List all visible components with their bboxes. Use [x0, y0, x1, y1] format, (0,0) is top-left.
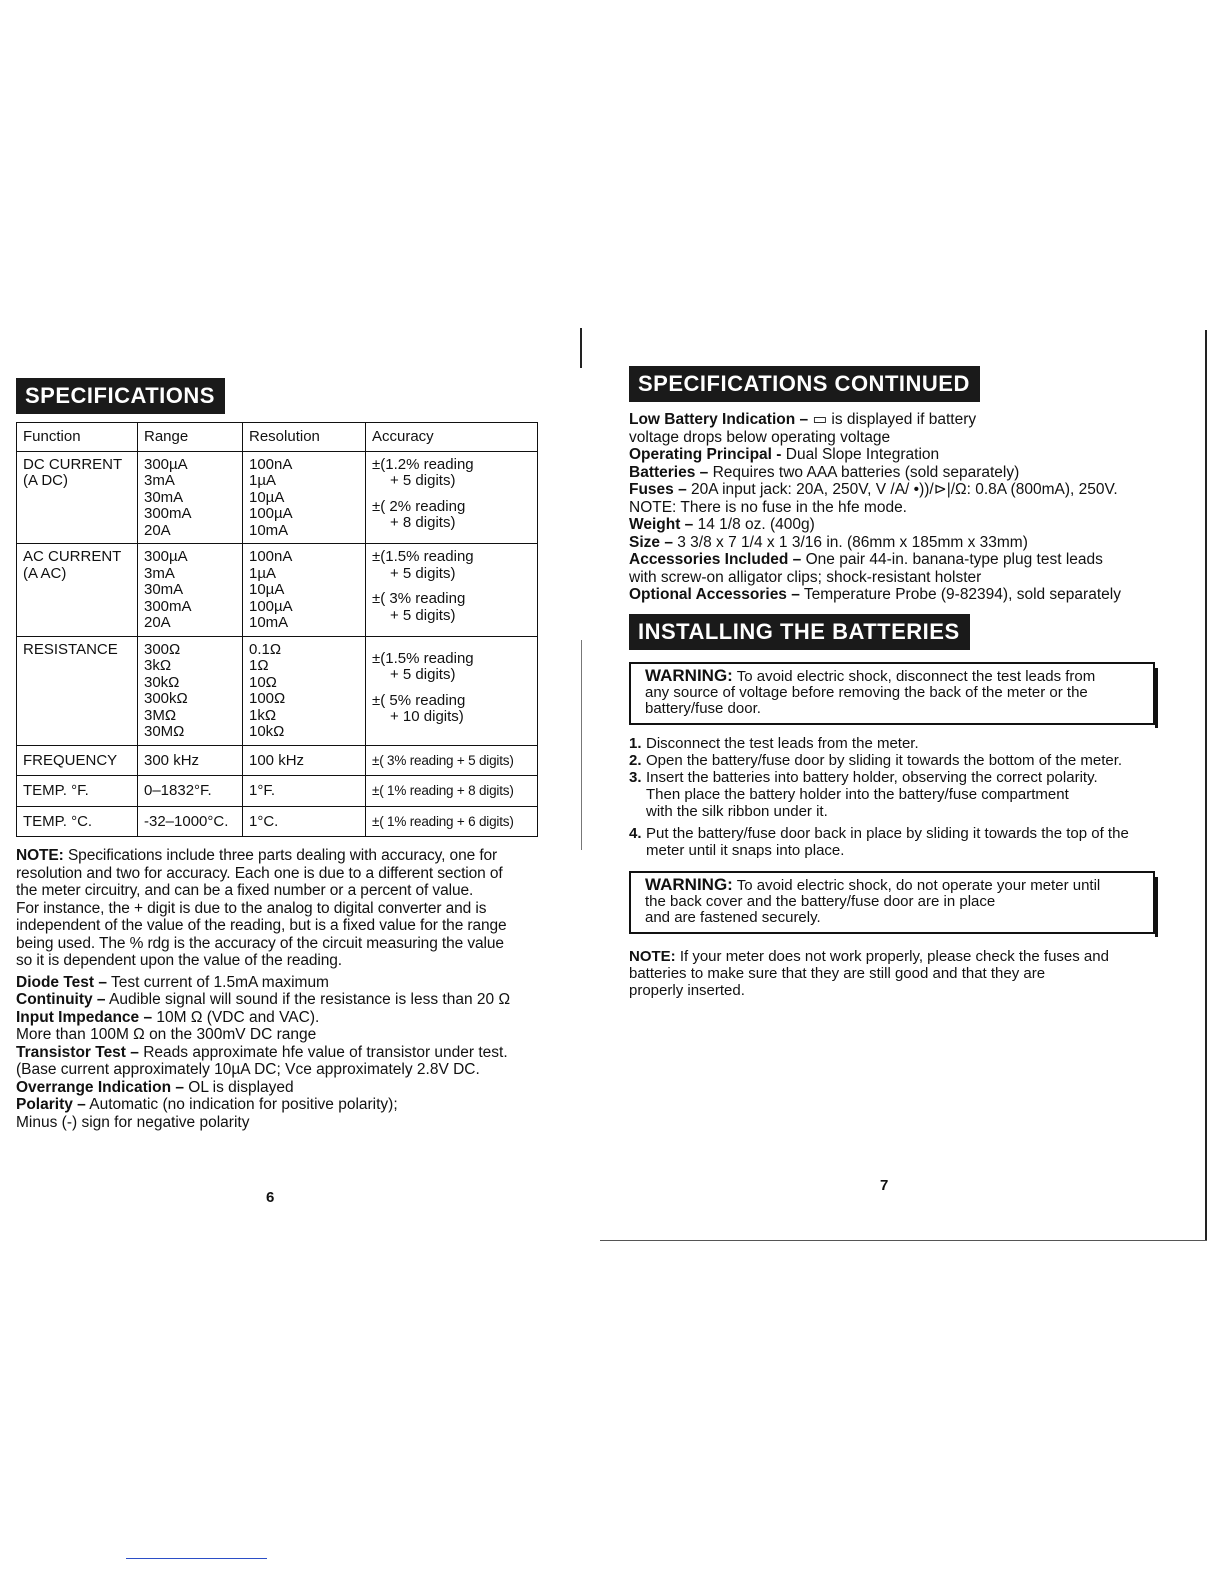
- table-row-temp-c: [17, 806, 538, 837]
- left-page: [16, 378, 540, 1131]
- accuracy-line: ±(1.5% reading: [372, 548, 474, 565]
- range-value: 3mA: [144, 564, 175, 582]
- fold-line-top: [580, 328, 582, 368]
- spec-line-operating-principal: [629, 446, 1169, 464]
- warning-box-1: [629, 662, 1155, 725]
- range-value: 300Ω: [144, 640, 181, 658]
- range-value: 300mA: [144, 505, 192, 522]
- right-edge-line: [1205, 330, 1207, 1240]
- accuracy-line: ±( 2% reading: [372, 497, 466, 515]
- spec-label: Overrange Indication –: [16, 1078, 184, 1096]
- resolution-value: 1µA: [249, 472, 276, 489]
- resolution-value: 0.1Ω: [249, 640, 282, 658]
- spec-text: Test current of 1.5mA maximum: [107, 973, 329, 991]
- spec-label: Accessories Included –: [629, 551, 802, 568]
- accuracy-line: ±(1.5% reading: [372, 649, 474, 667]
- spec-line-continued: [629, 429, 1169, 447]
- table-header-row: [17, 423, 538, 452]
- warning-line: battery/fuse door.: [645, 699, 761, 717]
- warning-line: the back cover and the battery/fuse door are in place: [645, 892, 996, 910]
- step-number: 3.: [629, 768, 642, 786]
- spec-line-batteries: [629, 464, 1169, 482]
- spec-label: Batteries –: [629, 463, 709, 481]
- cell-function: TEMP. °C.: [17, 806, 138, 837]
- spec-line-continued: [629, 499, 1169, 517]
- cell-range: [138, 636, 243, 745]
- spec-line-continued: [16, 1026, 540, 1044]
- spec-line-overrange: [16, 1079, 540, 1097]
- function-line: AC CURRENT: [23, 548, 122, 565]
- range-value: 300mA: [144, 597, 192, 615]
- bottom-edge-line: [600, 1240, 1207, 1241]
- step-number: 2.: [629, 751, 642, 769]
- range-value: 30mA: [144, 488, 184, 506]
- table-row-resistance: [17, 636, 538, 745]
- cell-function: [17, 636, 138, 745]
- cell-resolution: [243, 544, 366, 637]
- step-line: with the silk ribbon under it.: [646, 802, 828, 820]
- header-range: Range: [138, 423, 243, 452]
- specifications-table: [16, 422, 538, 837]
- resolution-value: 100nA: [249, 455, 293, 473]
- spec-line-continued: [16, 1061, 540, 1079]
- step-line: Open the battery/fuse door by sliding it towards the bottom of the meter.: [646, 751, 1123, 769]
- header-accuracy: Accuracy: [366, 423, 538, 452]
- spec-line-optional-accessories: [629, 586, 1169, 604]
- spec-text: Automatic (no indication for positive polarity);: [85, 1096, 398, 1113]
- note-label: NOTE:: [629, 947, 676, 965]
- resolution-value: 100µA: [249, 597, 293, 615]
- specifications-continued-heading: [629, 366, 980, 402]
- cell-range: [138, 544, 243, 637]
- spec-text: NOTE: There is no fuse in the hfe mode.: [629, 498, 907, 516]
- spec-text: with screw-on alligator clips; shock-resistant holster: [629, 568, 982, 586]
- warning-line: and are fastened securely.: [645, 908, 821, 926]
- cell-range: 0–1832°F.: [138, 776, 243, 807]
- note-line: Specifications include three parts dealing with accuracy, one for: [67, 847, 498, 864]
- accuracy-line: + 5 digits): [390, 472, 456, 489]
- accuracy-line: + 5 digits): [390, 564, 456, 582]
- resolution-value: 10µA: [249, 581, 285, 598]
- accuracy-line: + 8 digits): [390, 514, 456, 531]
- resolution-value: 100nA: [249, 548, 293, 565]
- function-line: RESISTANCE: [23, 640, 118, 658]
- accuracy-line: ±( 3% reading: [372, 590, 466, 607]
- spec-line-continuity: [16, 991, 540, 1009]
- cell-range: 300 kHz: [138, 745, 243, 776]
- spec-text: Requires two AAA batteries (sold separately): [708, 463, 1020, 481]
- resolution-value: 100µA: [249, 505, 293, 522]
- table-row-ac-current: [17, 544, 538, 637]
- right-spec-list: [629, 411, 1169, 604]
- warning-line: any source of voltage before removing the back of the meter or the: [645, 683, 1088, 701]
- cell-accuracy: ±( 3% reading + 5 digits): [366, 745, 538, 776]
- spec-line-diode-test: [16, 974, 540, 992]
- note-line: properly inserted.: [629, 981, 745, 999]
- spec-label: Continuity –: [16, 991, 106, 1008]
- header-function: Function: [17, 423, 138, 452]
- cell-resolution: 1°F.: [243, 776, 366, 807]
- spec-label: Operating Principal -: [629, 446, 782, 463]
- cell-resolution: 1°C.: [243, 806, 366, 837]
- spec-label: Fuses –: [629, 481, 687, 498]
- note-line: batteries to make sure that they are still good and that they are: [629, 964, 1046, 982]
- range-value: 30mA: [144, 581, 184, 598]
- note-line: the meter circuitry, and can be a fixed number or a percent of value.: [16, 882, 474, 899]
- resolution-value: 1µA: [249, 564, 276, 582]
- right-page: [629, 366, 1169, 999]
- spec-text: 3 3/8 x 7 1/4 x 1 3/16 in. (86mm x 185mm x 33mm): [672, 533, 1028, 551]
- fold-line-mid: [581, 640, 582, 850]
- accuracy-line: + 5 digits): [390, 606, 456, 624]
- function-line: (A DC): [23, 472, 68, 489]
- step-number: 1.: [629, 734, 642, 752]
- step-line: Put the battery/fuse door back in place by sliding it towards the top of the: [646, 824, 1129, 842]
- range-value: 20A: [144, 614, 171, 631]
- accuracy-line: ±( 5% reading: [372, 691, 466, 709]
- spec-line-size: [629, 534, 1169, 552]
- batteries-note: [629, 948, 1169, 999]
- warning-line: To avoid electric shock, disconnect the test leads from: [732, 667, 1096, 685]
- spec-line-transistor-test: [16, 1044, 540, 1062]
- spec-line-input-impedance: [16, 1009, 540, 1027]
- spec-line-accessories: [629, 551, 1169, 569]
- step-line: meter until it snaps into place.: [646, 841, 845, 859]
- warning-label: WARNING:: [645, 874, 733, 894]
- spec-line-weight: [629, 516, 1169, 534]
- step-line: Disconnect the test leads from the meter.: [646, 734, 919, 752]
- left-spec-list: [16, 974, 540, 1132]
- note-line: so it is dependent upon the value of the reading.: [16, 952, 343, 969]
- cell-resolution: [243, 636, 366, 745]
- specifications-continued-heading-text: SPECIFICATIONS CONTINUED: [638, 371, 970, 396]
- cell-range: [138, 451, 243, 544]
- list-item: [629, 769, 1169, 820]
- cell-accuracy: [366, 636, 538, 745]
- specifications-heading-text: SPECIFICATIONS: [25, 383, 215, 408]
- resolution-value: 10mA: [249, 614, 289, 631]
- spec-text: 20A input jack: 20A, 250V, V /A/ •))/⊳|/Ω: 0.8A (800mA), 250V.: [686, 481, 1118, 498]
- resolution-value: 1kΩ: [249, 706, 277, 724]
- resolution-value: 10µA: [249, 488, 285, 506]
- list-item: [629, 735, 1169, 752]
- spec-label: Weight –: [629, 516, 694, 533]
- spec-line-polarity: [16, 1096, 540, 1114]
- spec-line-low-battery: [629, 411, 1169, 429]
- list-item: [629, 752, 1169, 769]
- resolution-value: 10mA: [249, 521, 289, 539]
- spec-text: One pair 44-in. banana-type plug test leads: [801, 551, 1103, 568]
- spec-text: voltage drops below operating voltage: [629, 428, 891, 446]
- accuracy-line: + 10 digits): [390, 708, 464, 725]
- range-value: 3mA: [144, 472, 175, 489]
- function-line: (A AC): [23, 564, 67, 582]
- step-line: Insert the batteries into battery holder, observing the correct polarity.: [646, 768, 1098, 786]
- cell-function: [17, 451, 138, 544]
- warning-line: To avoid electric shock, do not operate your meter until: [732, 876, 1101, 894]
- spec-text: Dual Slope Integration: [781, 446, 940, 463]
- resolution-value: 10Ω: [249, 673, 277, 691]
- cell-function: [17, 544, 138, 637]
- note-line: resolution and two for accuracy. Each one is due to a different section of: [16, 864, 503, 882]
- installing-batteries-heading: [629, 614, 970, 650]
- note-line: If your meter does not work properly, please check the fuses and: [675, 947, 1109, 965]
- cell-range: -32–1000°C.: [138, 806, 243, 837]
- spec-label: Optional Accessories –: [629, 586, 800, 603]
- range-value: 20A: [144, 521, 171, 539]
- spec-label: Transistor Test –: [16, 1043, 139, 1061]
- warning-label: WARNING:: [645, 665, 733, 685]
- warning-box-2: [629, 871, 1155, 934]
- spec-text: 10M Ω (VDC and VAC).: [152, 1008, 320, 1026]
- page-number-left: 6: [266, 1189, 275, 1206]
- resolution-value: 1Ω: [249, 657, 269, 674]
- list-item: [629, 825, 1169, 859]
- cell-function: TEMP. °F.: [17, 776, 138, 807]
- spec-text: More than 100M Ω on the 300mV DC range: [16, 1026, 317, 1043]
- cell-accuracy: [366, 451, 538, 544]
- spec-label: Polarity –: [16, 1096, 86, 1113]
- step-line: Then place the battery holder into the battery/fuse compartment: [646, 785, 1069, 803]
- spec-line-continued: [629, 569, 1169, 587]
- step-number: 4.: [629, 824, 642, 842]
- spec-text: ▭ is displayed if battery: [808, 411, 977, 428]
- resolution-value: 100Ω: [249, 690, 286, 707]
- note-line: being used. The % rdg is the accuracy of the circuit measuring the value: [16, 934, 504, 952]
- function-line: DC CURRENT: [23, 455, 123, 473]
- range-value: 300µA: [144, 455, 188, 473]
- cell-resolution: 100 kHz: [243, 745, 366, 776]
- spec-text: 14 1/8 oz. (400g): [693, 516, 815, 533]
- range-value: 300kΩ: [144, 690, 188, 707]
- accuracy-line: ±(1.2% reading: [372, 455, 474, 473]
- range-value: 3MΩ: [144, 706, 177, 724]
- spec-text: OL is displayed: [183, 1078, 294, 1096]
- spec-text: Audible signal will sound if the resistance is less than 20 Ω: [105, 991, 511, 1008]
- spec-label: Diode Test –: [16, 973, 108, 991]
- note-line: independent of the value of the reading, but is a fixed value for the range: [16, 917, 507, 934]
- spec-text: Minus (-) sign for negative polarity: [16, 1113, 250, 1131]
- accuracy-line: + 5 digits): [390, 666, 456, 683]
- spec-label: Low Battery Indication –: [629, 411, 809, 428]
- cell-accuracy: [366, 544, 538, 637]
- cell-accuracy: ±( 1% reading + 6 digits): [366, 806, 538, 837]
- cell-function: FREQUENCY: [17, 745, 138, 776]
- installing-batteries-heading-text: INSTALLING THE BATTERIES: [638, 618, 960, 644]
- spec-label: Size –: [629, 533, 673, 551]
- specifications-heading: [16, 378, 225, 414]
- table-row-dc-current: [17, 451, 538, 544]
- note-line: For instance, the + digit is due to the analog to digital converter and is: [16, 899, 487, 917]
- cell-accuracy: ±( 1% reading + 8 digits): [366, 776, 538, 807]
- specifications-note: [16, 847, 540, 970]
- cell-resolution: [243, 451, 366, 544]
- spec-text: Temperature Probe (9-82394), sold separately: [799, 586, 1121, 603]
- spec-line-fuses: [629, 481, 1169, 499]
- spec-text: (Base current approximately 10µA DC; Vce approximately 2.8V DC.: [16, 1061, 480, 1078]
- spec-label: Input Impedance –: [16, 1008, 153, 1026]
- range-value: 30MΩ: [144, 723, 185, 740]
- range-value: 3kΩ: [144, 657, 172, 674]
- table-row-temp-f: [17, 776, 538, 807]
- spec-line-continued: [16, 1114, 540, 1132]
- note-label: NOTE:: [16, 847, 64, 864]
- resolution-value: 10kΩ: [249, 723, 285, 740]
- table-row-frequency: [17, 745, 538, 776]
- spec-text: Reads approximate hfe value of transistor under test.: [138, 1043, 508, 1061]
- page-number-right: 7: [880, 1177, 889, 1194]
- header-resolution: Resolution: [243, 423, 366, 452]
- range-value: 300µA: [144, 548, 188, 565]
- battery-steps-list: [629, 735, 1169, 859]
- footer-rule: [126, 1558, 267, 1559]
- range-value: 30kΩ: [144, 673, 180, 691]
